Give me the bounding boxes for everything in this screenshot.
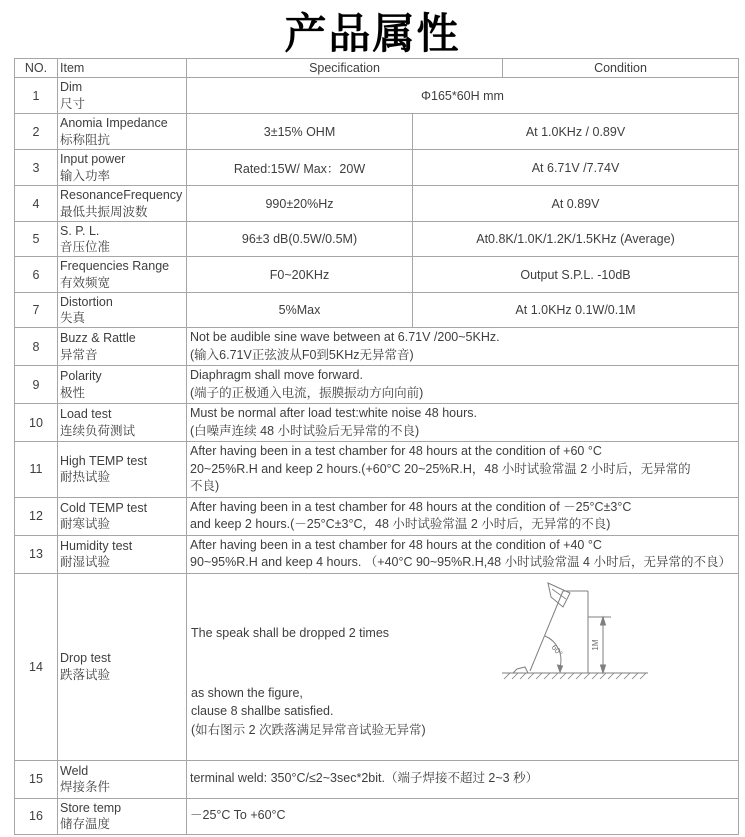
- row-no: 8: [15, 328, 58, 366]
- row-no: 13: [15, 535, 58, 573]
- condition-value: At 0.89V: [413, 186, 739, 222]
- spec-text: [187, 404, 739, 442]
- item-name-en: Distortion: [60, 294, 113, 309]
- row-no: 3: [15, 150, 58, 186]
- spec-line: 20~25%R.H and keep 2 hours.(+60°C 20~25%R.H，48 小时试验常温 2 小时后，无异常的: [190, 461, 691, 476]
- item-cell: [58, 78, 187, 114]
- item-cell: [58, 293, 187, 328]
- spec-line: Diaphragm shall move forward.: [190, 368, 363, 382]
- item-name-en: Drop test: [60, 651, 111, 665]
- spec-line: 90~95%R.H and keep 4 hours. （+40°C 90~95%R.H,48 小时试验常温 4 小时后，无异常的不良）: [190, 555, 731, 569]
- row-no: 4: [15, 186, 58, 222]
- item-name-en: Input power: [60, 152, 126, 166]
- spec-text: [187, 535, 739, 573]
- item-name-cn: 连续负荷测试: [60, 423, 136, 438]
- item-name-cn: 失真: [60, 311, 86, 325]
- item-name-en: Weld: [60, 763, 89, 778]
- spec-line: After having been in a test chamber for 48 hours at the condition of －25°C±3°C: [190, 499, 632, 514]
- item-name-cn: 跌落试验: [60, 667, 111, 682]
- item-cell: [58, 328, 187, 366]
- item-cell: [58, 573, 187, 760]
- height-label: 1M: [591, 638, 600, 651]
- item-name-cn: 异常音: [60, 347, 98, 362]
- row-no: 11: [15, 442, 58, 498]
- spec-value: Φ165*60H mm: [187, 78, 739, 114]
- table-row: [15, 78, 739, 114]
- item-cell: [58, 798, 187, 834]
- col-header-condition: Condition: [503, 59, 739, 78]
- table-row: [15, 535, 739, 573]
- spec-text: [187, 442, 739, 498]
- condition-value: At0.8K/1.0K/1.2K/1.5KHz (Average): [413, 222, 739, 257]
- header-row: [15, 59, 739, 78]
- item-name-en: S. P. L.: [60, 223, 100, 238]
- row-no: 9: [15, 366, 58, 404]
- row-no: 1: [15, 78, 58, 114]
- drop-test-spec-cell: [187, 573, 739, 760]
- angle-label: 60°: [549, 642, 565, 658]
- item-name-en: Humidity test: [60, 538, 133, 553]
- item-name-en: Anomia Impedance: [60, 116, 168, 130]
- table-row: [15, 293, 739, 328]
- item-cell: [58, 114, 187, 150]
- spec-text: [187, 328, 739, 366]
- item-name-cn: 极性: [60, 385, 86, 400]
- table-row: [15, 114, 739, 150]
- row-no: 12: [15, 497, 58, 535]
- table-row: [15, 573, 739, 760]
- table-row: [15, 404, 739, 442]
- spec-value: F0~20KHz: [187, 257, 413, 293]
- item-cell: [58, 186, 187, 222]
- row-no: 16: [15, 798, 58, 834]
- spec-line: After having been in a test chamber for 48 hours at the condition of +60 °C: [190, 444, 602, 458]
- table-row: [15, 257, 739, 293]
- spec-line: (输入6.71V正弦波从F0到5KHz无异常音): [190, 347, 414, 362]
- wedge-shape: [513, 667, 528, 673]
- item-name-cn: 尺寸: [60, 96, 86, 111]
- table-row: [15, 798, 739, 834]
- condition-value: At 1.0KHz 0.1W/0.1M: [413, 293, 739, 328]
- spec-line: Must be normal after load test:white noise 48 hours.: [190, 406, 477, 420]
- spec-value: 990±20%Hz: [187, 186, 413, 222]
- spec-text: [187, 798, 739, 834]
- spec-value: Rated:15W/ Max：20W: [187, 150, 413, 186]
- table-row: [15, 150, 739, 186]
- item-cell: [58, 150, 187, 186]
- spec-line: 不良): [190, 479, 220, 493]
- spec-value: 96±3 dB(0.5W/0.5M): [187, 222, 413, 257]
- row-no: 7: [15, 293, 58, 328]
- spec-line: After having been in a test chamber for 48 hours at the condition of +40 °C: [190, 537, 602, 552]
- table-row: [15, 366, 739, 404]
- product-attributes-table: [14, 58, 739, 835]
- speaker-shape: [548, 583, 570, 607]
- spec-line: and keep 2 hours.(－25°C±3°C，48 小时试验常温 2 小时后，无异常的不良): [190, 517, 611, 531]
- condition-value: At 6.71V /7.74V: [413, 150, 739, 186]
- row-no: 6: [15, 257, 58, 293]
- item-name-en: Dim: [60, 80, 83, 94]
- item-name-cn: 焊接条件: [60, 780, 111, 794]
- item-cell: [58, 366, 187, 404]
- item-cell: [58, 222, 187, 257]
- table-row: [15, 760, 739, 798]
- item-name-cn: 有效频宽: [60, 275, 111, 290]
- table-row: [15, 497, 739, 535]
- item-cell: [58, 497, 187, 535]
- item-name-cn: 音压位准: [60, 240, 111, 254]
- spec-value: 5%Max: [187, 293, 413, 328]
- item-name-cn: 标称阻抗: [60, 132, 111, 147]
- spec-text: [187, 497, 739, 535]
- spec-line: (端子的正极通入电流，振膜振动方向向前): [190, 385, 424, 400]
- table-row: [15, 442, 739, 498]
- item-name-en: Load test: [60, 407, 112, 421]
- table-row: [15, 186, 739, 222]
- spec-line: Not be audible sine wave between at 6.71V /200~5KHz.: [190, 330, 500, 344]
- spec-value: 3±15% OHM: [187, 114, 413, 150]
- spec-text: [187, 760, 739, 798]
- item-cell: [58, 257, 187, 293]
- item-name-cn: 耐湿试验: [60, 555, 111, 569]
- item-name-cn: 最低共振周波数: [60, 204, 148, 219]
- spec-line: (如右图示 2 次跌落满足异常音试验无异常): [191, 722, 426, 737]
- condition-value: At 1.0KHz / 0.89V: [413, 114, 739, 150]
- table-row: [15, 222, 739, 257]
- ground-hatching: [504, 673, 646, 679]
- table-row: [15, 328, 739, 366]
- spec-text: [187, 366, 739, 404]
- item-cell: [58, 760, 187, 798]
- spec-line: terminal weld: 350°C/≤2~3sec*2bit.（端子焊接不超过 2~3 秒）: [190, 771, 539, 786]
- item-cell: [58, 535, 187, 573]
- spec-line: (白噪声连续 48 小时试验后无异常的不良): [190, 423, 420, 438]
- row-no: 10: [15, 404, 58, 442]
- spec-line: as shown the figure,: [191, 685, 303, 700]
- item-name-en: Buzz & Rattle: [60, 331, 136, 345]
- spec-line: －25°C To +60°C: [190, 808, 286, 823]
- item-name-en: Polarity: [60, 369, 102, 383]
- item-name-en: ResonanceFrequency: [60, 188, 183, 202]
- row-no: 5: [15, 222, 58, 257]
- spec-line: clause 8 shallbe satisfied.: [191, 704, 334, 718]
- item-name-cn: 输入功率: [60, 168, 111, 183]
- item-name-en: Store temp: [60, 800, 122, 815]
- item-name-en: Frequencies Range: [60, 259, 170, 273]
- item-name-cn: 储存温度: [60, 817, 111, 831]
- condition-value: Output S.P.L. -10dB: [413, 257, 739, 293]
- item-cell: [58, 442, 187, 498]
- col-header-no: NO.: [15, 59, 58, 78]
- col-header-specification: Specification: [187, 59, 503, 78]
- page-title: 产品属性: [284, 10, 461, 57]
- row-no: 2: [15, 114, 58, 150]
- item-name-en: Cold TEMP test: [60, 500, 148, 515]
- col-header-item: Item: [58, 59, 187, 78]
- row-no: 15: [15, 760, 58, 798]
- spec-line: The speak shall be dropped 2 times: [191, 625, 390, 640]
- item-name-cn: 耐寒试验: [60, 517, 111, 531]
- item-name-en: High TEMP test: [60, 453, 148, 468]
- drop-test-diagram: [498, 580, 668, 682]
- row-no: 14: [15, 573, 58, 760]
- item-cell: [58, 404, 187, 442]
- item-name-cn: 耐热试验: [60, 470, 111, 485]
- spec-text: [191, 684, 426, 740]
